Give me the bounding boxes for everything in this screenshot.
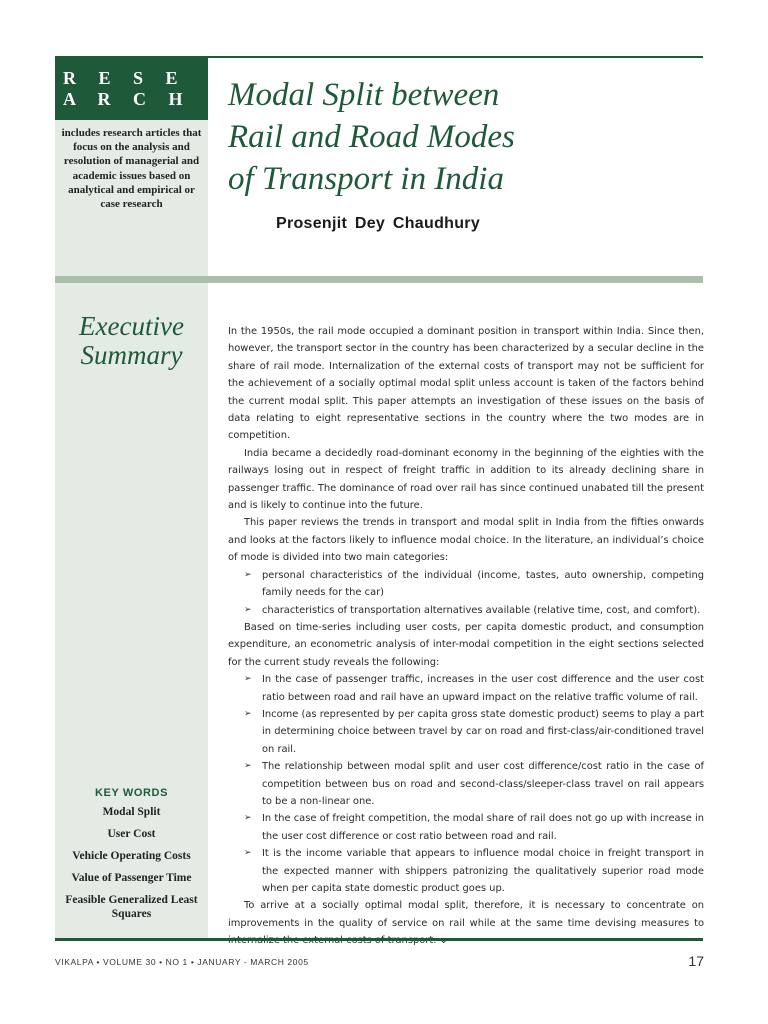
list-item-text: In the case of passenger traffic, increases in the user cost difference and the user cost ratio between road and rail have an upward impact on the relative traffic volume of rail.	[262, 674, 704, 703]
paragraph-text: To arrive at a socially optimal modal split, therefore, it is necessary to concentrate on improvements in the quality of service on rail while at the same time devising measures to	[228, 900, 704, 929]
arrow-bullet-icon: ➢	[244, 569, 252, 580]
paragraph: This paper reviews the trends in transport and modal split in India from the fifties onwards and looks at the factors likely to influence modal choice. In the literature, an individual’s choice of mode is divided into two main categories:	[228, 517, 704, 564]
arrow-bullet-icon: ➢	[244, 604, 252, 615]
keyword: Feasible Generalized Least Squares	[65, 894, 198, 920]
list-item-text: In the case of freight competition, the modal share of rail does not go up with increase in the user cost difference or cost ratio between road and rail.	[262, 813, 704, 842]
journal-citation: VIKALPA • VOLUME 30 • NO 1 • JANUARY - MARCH 2005	[55, 957, 309, 967]
paragraph	[228, 897, 704, 949]
list-item-text: The relationship between modal split and user cost difference/cost ratio in the case of competition between bus on road and second-class/sleeper-class travel on rail appears to be a non-linear one.	[262, 761, 704, 807]
paragraph: India became a decidedly road-dominant economy in the beginning of the eighties with the railways losing out in respect of freight traffic in addition to its already declining share in passenger traffic. The dominance of road over rail has since continued unabated till the present and is likely to continue into the future.	[228, 447, 704, 512]
mode-choice-categories-list	[228, 567, 704, 619]
list-item	[228, 810, 704, 845]
list-item	[228, 602, 704, 619]
list-item-text: personal characteristics of the individual (income, tastes, auto ownership, competing family needs for the car)	[262, 569, 704, 599]
arrow-bullet-icon: ➢	[244, 761, 252, 772]
keyword: Modal Split	[102, 806, 161, 818]
list-item-text: characteristics of transportation alternatives available (relative time, cost, and comfort).	[262, 604, 701, 616]
arrow-bullet-icon: ➢	[244, 674, 252, 685]
article-title	[228, 74, 698, 200]
list-item	[228, 845, 704, 897]
title-line-3: of Transport in India	[228, 161, 504, 197]
keyword: Value of Passenger Time	[71, 872, 192, 884]
list-item-text: It is the income variable that appears to influence modal choice in freight transport in the expected manner with shippers patronizing the qualitatively superior road mode when per capita state domestic product goes up.	[262, 848, 704, 894]
arrow-bullet-icon: ➢	[244, 813, 252, 824]
executive-summary-heading	[58, 312, 205, 370]
keywords-block	[58, 787, 205, 929]
list-item	[228, 671, 704, 706]
title-line-1: Modal Split between	[228, 77, 500, 113]
arrow-bullet-icon: ➢	[244, 708, 252, 719]
keyword: Vehicle Operating Costs	[72, 850, 191, 862]
paragraph: Based on time-series including user costs, per capita domestic product, and consumption expenditure, an econometric analysis of inter-modal competition in the eight sections selected for the current study reveals the following:	[228, 621, 704, 668]
page-number: 17	[688, 953, 704, 969]
list-item-text: Income (as represented by per capita gross state domestic product) seems to play a part in determining choice between travel by car on road and first-class/air-conditioned travel on rail.	[262, 708, 704, 755]
list-item	[228, 567, 704, 602]
findings-list	[228, 671, 704, 897]
exec-heading-line-2: Summary	[80, 340, 183, 370]
list-item	[228, 706, 704, 758]
paragraph: In the 1950s, the rail mode occupied a dominant position in transport within India. Since then, however, the transport sector in the country has been characterized by a secular decline in the share of rail mode. Internalization of the external costs of transport may not be sufficient for the achievement of a socially optimal modal split unless account is taken of the factors behind the current modal split. This paper attempts an investigation of these issues on the basis of data relating to eight representative sections in the country where the two modes are in competition.	[228, 326, 704, 442]
section-description: includes research articles that focus on the analysis and resolution of managerial and academic issues based on analytical and empirical or case research	[61, 127, 202, 211]
exec-heading-line-1: Executive	[79, 311, 184, 341]
list-item	[228, 758, 704, 810]
bottom-rule	[55, 938, 703, 941]
executive-summary-body	[228, 323, 704, 950]
author-name: Prosenjit Dey Chaudhury	[275, 215, 481, 232]
section-label: R E S E A R C H	[55, 58, 208, 120]
title-line-2: Rail and Road Modes	[228, 119, 515, 155]
keyword: User Cost	[107, 828, 156, 840]
divider-band	[55, 276, 703, 283]
keywords-heading: KEY WORDS	[94, 787, 169, 799]
arrow-bullet-icon: ➢	[244, 848, 252, 859]
